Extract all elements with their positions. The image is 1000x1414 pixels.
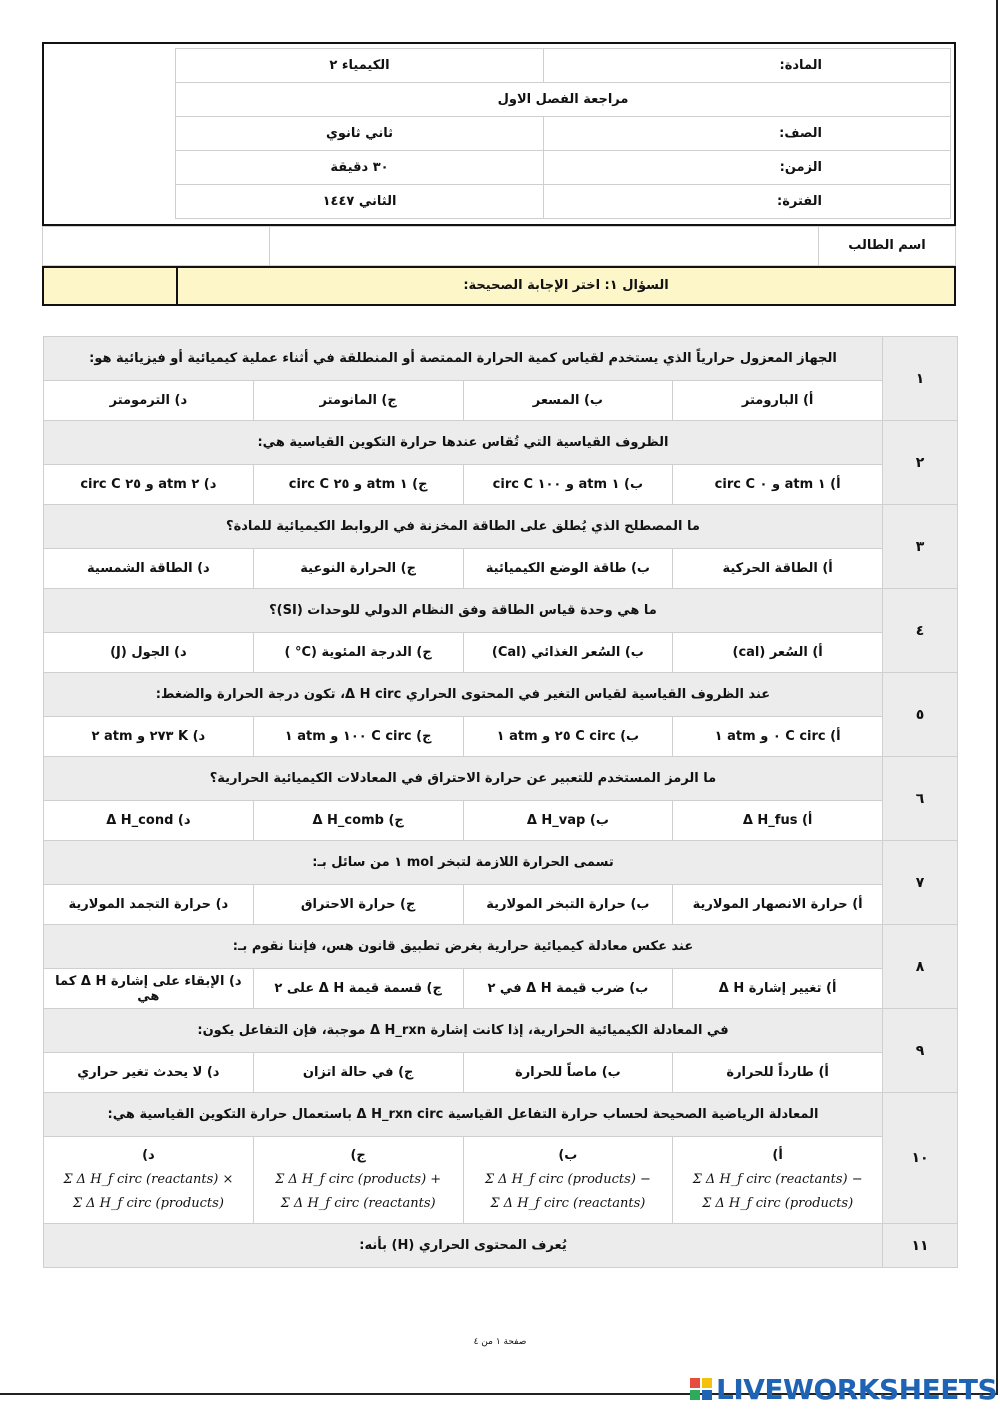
option-d[interactable]: د) Δ H_cond (44, 801, 254, 841)
option-a[interactable]: أ) السُعر (cal) (673, 633, 883, 673)
options-row (44, 633, 958, 673)
time-value: ٣٠ دقيقة (176, 151, 544, 185)
question-stem: الظروف القياسية التي تُقاس عندها حرارة التكوين القياسية هي: (44, 421, 883, 465)
subject-value: الكيمياء ٢ (176, 49, 544, 83)
question-number: ٢ (883, 421, 958, 505)
question-number: ٥ (883, 673, 958, 757)
student-name-input[interactable] (269, 227, 818, 265)
option-d[interactable] (44, 1137, 254, 1224)
header-row-time (176, 151, 951, 185)
brand-logo (690, 1372, 997, 1406)
grade-value: ثاني ثانوي (176, 117, 544, 151)
option-b[interactable]: ب) حرارة التبخر المولارية (463, 885, 673, 925)
option-a[interactable]: أ) C circ ٠ و atm ١ (673, 717, 883, 757)
option-d[interactable]: د) الطاقة الشمسية (44, 549, 254, 589)
header-row-subject (176, 49, 951, 83)
formula-line: Σ Δ H_f circ (reactants) × (63, 1172, 234, 1187)
grade-label: الصف: (544, 117, 951, 151)
section-title: السؤال ١: اختر الإجابة الصحيحة: (176, 268, 954, 304)
option-c[interactable]: ج) الدرجة المئوية (C° ) (253, 633, 463, 673)
option-d[interactable]: د) الترمومتر (44, 381, 254, 421)
option-letter: ب) (558, 1148, 578, 1163)
question-row (44, 505, 958, 549)
student-name-label: اسم الطالب (818, 227, 955, 265)
option-d[interactable]: د) الجول (J) (44, 633, 254, 673)
question-number: ٦ (883, 757, 958, 841)
question-row (44, 757, 958, 801)
option-b[interactable]: ب) Δ H_vap (463, 801, 673, 841)
question-stem: تسمى الحرارة اللازمة لتبخر mol ١ من سائل بـ: (44, 841, 883, 885)
option-b[interactable]: ب) ماصاً للحرارة (463, 1053, 673, 1093)
option-letter: أ) (772, 1148, 783, 1163)
question-row (44, 421, 958, 465)
option-b[interactable]: ب) ١ atm و ١٠٠ circ C (463, 465, 673, 505)
option-letter: ج) (350, 1148, 366, 1163)
question-number: ١ (883, 337, 958, 421)
section-header (42, 266, 956, 306)
question-row (44, 1224, 958, 1268)
option-b[interactable]: ب) طاقة الوضع الكيميائية (463, 549, 673, 589)
option-c[interactable]: ج) ١ atm و ٢٥ circ C (253, 465, 463, 505)
question-number: ١٠ (883, 1093, 958, 1224)
option-c[interactable]: ج) في حالة اتزان (253, 1053, 463, 1093)
question-stem: ما الرمز المستخدم للتعبير عن حرارة الاحتراق في المعادلات الكيميائية الحرارية؟ (44, 757, 883, 801)
question-number: ٩ (883, 1009, 958, 1093)
time-label: الزمن: (544, 151, 951, 185)
option-a[interactable]: أ) الطاقة الحركية (673, 549, 883, 589)
question-stem: الجهاز المعزول حرارياً الذي يستخدم لقياس كمية الحرارة الممتصة أو المنطلقة في أثناء عملية كيميائية أو فيزيائية هو: (44, 337, 883, 381)
formula-line: Σ Δ H_f circ (products) (702, 1196, 854, 1211)
option-c[interactable]: ج) المانومتر (253, 381, 463, 421)
option-c[interactable] (253, 1137, 463, 1224)
question-stem: عند عكس معادلة كيميائية حرارية بغرض تطبيق قانون هس، فإننا نقوم بـ: (44, 925, 883, 969)
question-row (44, 841, 958, 885)
option-d[interactable]: د) حرارة التجمد المولارية (44, 885, 254, 925)
header-box (42, 42, 956, 226)
option-a[interactable]: أ) البارومتر (673, 381, 883, 421)
option-a[interactable]: أ) تغيير إشارة Δ H (673, 969, 883, 1009)
question-stem: عند الظروف القياسية لقياس التغير في المحتوى الحراري Δ H circ، تكون درجة الحرارة والضغط: (44, 673, 883, 717)
option-letter: د) (142, 1148, 155, 1163)
question-row (44, 1093, 958, 1137)
formula-line: Σ Δ H_f circ (products) (72, 1196, 224, 1211)
option-b[interactable]: ب) السُعر الغذائي (Cal) (463, 633, 673, 673)
question-stem: في المعادلة الكيميائية الحرارية، إذا كانت إشارة Δ H_rxn موجبة، فإن التفاعل يكون: (44, 1009, 883, 1053)
question-row (44, 337, 958, 381)
option-a[interactable] (673, 1137, 883, 1224)
question-row (44, 925, 958, 969)
options-row (44, 1137, 958, 1224)
page-number: صفحة ١ من ٤ (473, 1337, 527, 1347)
option-a[interactable]: أ) Δ H_fus (673, 801, 883, 841)
student-row (42, 226, 956, 266)
option-c[interactable]: ج) C circ ١٠٠ و atm ١ (253, 717, 463, 757)
question-number: ٤ (883, 589, 958, 673)
option-d[interactable]: د) لا يحدث تغير حراري (44, 1053, 254, 1093)
formula-line: Σ Δ H_f circ (products) + (275, 1172, 442, 1187)
question-number: ٧ (883, 841, 958, 925)
option-c[interactable]: ج) قسمة قيمة Δ H على ٢ (253, 969, 463, 1009)
option-b[interactable] (463, 1137, 673, 1224)
option-d[interactable]: د) K ٢٧٣ و atm ٢ (44, 717, 254, 757)
option-c[interactable]: ج) الحرارة النوعية (253, 549, 463, 589)
option-a[interactable]: أ) حرارة الانصهار المولارية (673, 885, 883, 925)
question-number: ٨ (883, 925, 958, 1009)
option-b[interactable]: ب) C circ ٢٥ و atm ١ (463, 717, 673, 757)
formula-line: Σ Δ H_f circ (reactants) (490, 1196, 646, 1211)
options-row (44, 801, 958, 841)
header-row-grade (176, 117, 951, 151)
options-row (44, 717, 958, 757)
question-row (44, 1009, 958, 1053)
options-row (44, 969, 958, 1009)
header-row-term (176, 185, 951, 219)
formula-line: Σ Δ H_f circ (products) − (484, 1172, 651, 1187)
question-stem: ما المصطلح الذي يُطلق على الطاقة المخزنة في الروابط الكيميائية للمادة؟ (44, 505, 883, 549)
option-d[interactable]: د) الإبقاء على إشارة Δ H كما هي (44, 969, 254, 1009)
liveworksheets-logo-icon (690, 1378, 712, 1400)
options-row (44, 381, 958, 421)
options-row (44, 885, 958, 925)
formula-line: Σ Δ H_f circ (reactants) − (692, 1172, 863, 1187)
subject-label: المادة: (544, 49, 951, 83)
question-row (44, 589, 958, 633)
question-stem: يُعرف المحتوى الحراري (H) بأنه: (44, 1224, 883, 1268)
options-row (44, 1053, 958, 1093)
question-row (44, 673, 958, 717)
question-stem: ما هي وحدة قياس الطاقة وفق النظام الدولي للوحدات (SI)؟ (44, 589, 883, 633)
worksheet-title: مراجعة الفصل الاول (176, 83, 951, 117)
header-row-title (176, 83, 951, 117)
formula-line: Σ Δ H_f circ (reactants) (280, 1196, 436, 1211)
option-a[interactable]: أ) طارداً للحرارة (673, 1053, 883, 1093)
option-d[interactable]: د) ٢ atm و ٢٥ circ C (44, 465, 254, 505)
options-row (44, 549, 958, 589)
option-b[interactable]: ب) ضرب قيمة Δ H في ٢ (463, 969, 673, 1009)
option-b[interactable]: ب) المسعر (463, 381, 673, 421)
header-table (175, 48, 951, 219)
brand-name: LIVEWORKSHEETS (716, 1372, 998, 1406)
question-number: ٣ (883, 505, 958, 589)
term-label: الفترة: (544, 185, 951, 219)
term-value: الثاني ١٤٤٧ (176, 185, 544, 219)
question-number: ١١ (883, 1224, 958, 1268)
question-stem: المعادلة الرياضية الصحيحة لحساب حرارة التفاعل القياسية Δ H_rxn circ باستعمال حرارة التكوين القياسية هي: (44, 1093, 883, 1137)
option-c[interactable]: ج) حرارة الاحتراق (253, 885, 463, 925)
options-row (44, 465, 958, 505)
questions-table (43, 336, 958, 1268)
option-c[interactable]: ج) Δ H_comb (253, 801, 463, 841)
option-a[interactable]: أ) ١ atm و ٠ circ C (673, 465, 883, 505)
